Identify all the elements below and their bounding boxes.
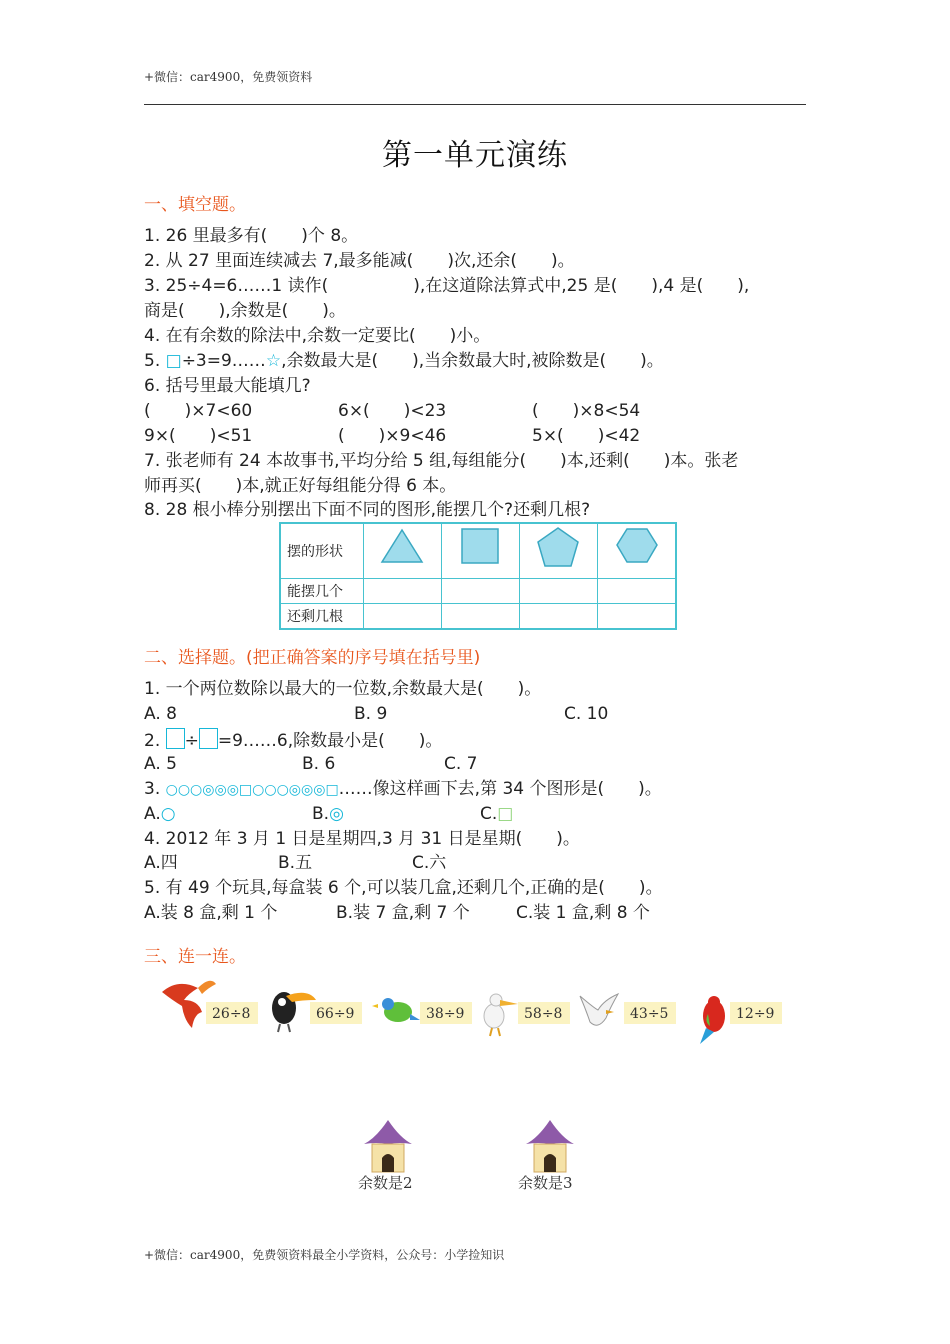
s2-q3-option-a: A.○ (144, 804, 176, 824)
s1-question-7b: 师再买( )本,就正好每组能分得 6 本。 (144, 476, 457, 496)
s2-q4-option-a: A.四 (144, 853, 178, 873)
triangle-icon (364, 524, 441, 574)
s2-question-3 (144, 778, 662, 801)
expression-label: 38÷9 (426, 1006, 465, 1022)
hexagon-icon (598, 524, 675, 574)
q3-suffix: ……像这样画下去,第 34 个图形是( )。 (338, 779, 662, 799)
house-icon (358, 1118, 418, 1174)
page-footer: +微信：car4900，免费领资料最全小学资料，公众号：小学捡知识 (144, 1248, 505, 1262)
s2-q2-option-c: C. 7 (444, 754, 478, 774)
expression-label: 43÷5 (630, 1006, 669, 1022)
table-row-label: 摆的形状 (280, 523, 364, 579)
s1-question-3a: 3. 25÷4=6……1 读作( ),在这道除法算式中,25 是( ),4 是( ), (144, 276, 750, 296)
shape-pattern: ○○○◎◎◎□○○○◎◎◎□ (165, 782, 339, 798)
expression-label: 26÷8 (212, 1006, 251, 1022)
section2-heading: 二、选择题。(把正确答案的序号填在括号里) (144, 648, 481, 668)
house-label: 余数是3 (518, 1174, 573, 1192)
table-row-label: 能摆几个 (280, 579, 364, 604)
s1-question-4: 4. 在有余数的除法中,余数一定要比( )小。 (144, 326, 491, 346)
s2-question-1: 1. 一个两位数除以最大的一位数,余数最大是( )。 (144, 679, 542, 699)
parrot-bird-icon (700, 996, 725, 1044)
house-label: 余数是2 (358, 1174, 413, 1192)
blank-box-icon (199, 728, 218, 749)
double-circle-icon: ◎ (329, 804, 344, 824)
s2-question-2 (144, 728, 442, 752)
square-icon: □ (497, 804, 514, 824)
s2-q2-option-a: A. 5 (144, 754, 177, 774)
s2-q4-option-c: C.六 (412, 853, 447, 873)
s1-question-7a: 7. 张老师有 24 本故事书,平均分给 5 组,每组能分( )本,还剩( )本。张老 (144, 451, 739, 471)
s1-question-5 (144, 350, 664, 372)
q6-item-5: ( )×9<46 (338, 426, 447, 446)
q6-item-4: 9×( )<51 (144, 426, 253, 446)
shapes-table (279, 522, 677, 630)
square-icon (442, 524, 519, 574)
birds-row (158, 970, 798, 1050)
section3-heading: 三、连一连。 (144, 947, 246, 967)
expression-label: 58÷8 (524, 1006, 563, 1022)
page-header: +微信：car4900，免费领资料 (144, 70, 313, 84)
q2-divide: ÷ (184, 731, 199, 751)
s2-question-4: 4. 2012 年 3 月 1 日是星期四,3 月 31 日是星期( )。 (144, 829, 580, 849)
s1-question-2: 2. 从 27 里面连续减去 7,最多能减( )次,还余( )。 (144, 251, 575, 271)
blank-box-icon: □ (165, 351, 182, 371)
green-bird-icon (372, 998, 420, 1022)
header-divider (144, 104, 806, 105)
s1-question-1: 1. 26 里最多有( )个 8。 (144, 226, 359, 246)
page-title: 第一单元演练 (382, 138, 568, 173)
q5-suffix: ,余数最大是( ),当余数最大时,被除数是( )。 (281, 351, 664, 371)
table-row-label: 还剩几根 (280, 604, 364, 629)
s2-q2-option-b: B. 6 (302, 754, 336, 774)
s1-question-3b: 商是( ),余数是( )。 (144, 301, 346, 321)
s1-question-8: 8. 28 根小棒分别摆出下面不同的图形,能摆几个?还剩几根? (144, 500, 591, 520)
pelican-bird-icon (484, 994, 518, 1036)
toucan-bird-icon (272, 992, 316, 1032)
s2-q3-option-b: B.◎ (312, 804, 344, 824)
s2-q5-option-c: C.装 1 盒,剩 8 个 (516, 903, 650, 923)
s2-q5-option-b: B.装 7 盒,剩 7 个 (336, 903, 470, 923)
s2-question-5: 5. 有 49 个玩具,每盒装 6 个,可以装几盒,还剩几个,正确的是( )。 (144, 878, 663, 898)
s1-question-6: 6. 括号里最大能填几? (144, 376, 311, 396)
q6-item-1: ( )×7<60 (144, 401, 253, 421)
s2-q5-option-a: A.装 8 盒,剩 1 个 (144, 903, 278, 923)
s2-q1-option-a: A. 8 (144, 704, 177, 724)
star-icon: ☆ (265, 351, 282, 371)
s2-q4-option-b: B.五 (278, 853, 313, 873)
s2-q1-option-c: C. 10 (564, 704, 609, 724)
q6-item-6: 5×( )<42 (532, 426, 641, 446)
q5-mid: ÷3=9…… (181, 351, 266, 371)
house-icon (520, 1118, 580, 1174)
section1-heading: 一、填空题。 (144, 195, 246, 215)
expression-label: 66÷9 (316, 1006, 355, 1022)
s2-q3-option-c: C.□ (480, 804, 514, 824)
q2-prefix: 2. (144, 731, 166, 751)
q3-prefix: 3. (144, 779, 166, 799)
expression-label: 12÷9 (736, 1006, 775, 1022)
pentagon-icon (520, 524, 597, 574)
blank-box-icon (166, 728, 185, 749)
q6-item-3: ( )×8<54 (532, 401, 641, 421)
q2-suffix: =9……6,除数最小是( )。 (217, 731, 443, 751)
q6-item-2: 6×( )<23 (338, 401, 447, 421)
q5-prefix: 5. (144, 351, 166, 371)
seagull-bird-icon (580, 994, 618, 1025)
circle-icon: ○ (160, 804, 176, 824)
s2-q1-option-b: B. 9 (354, 704, 388, 724)
